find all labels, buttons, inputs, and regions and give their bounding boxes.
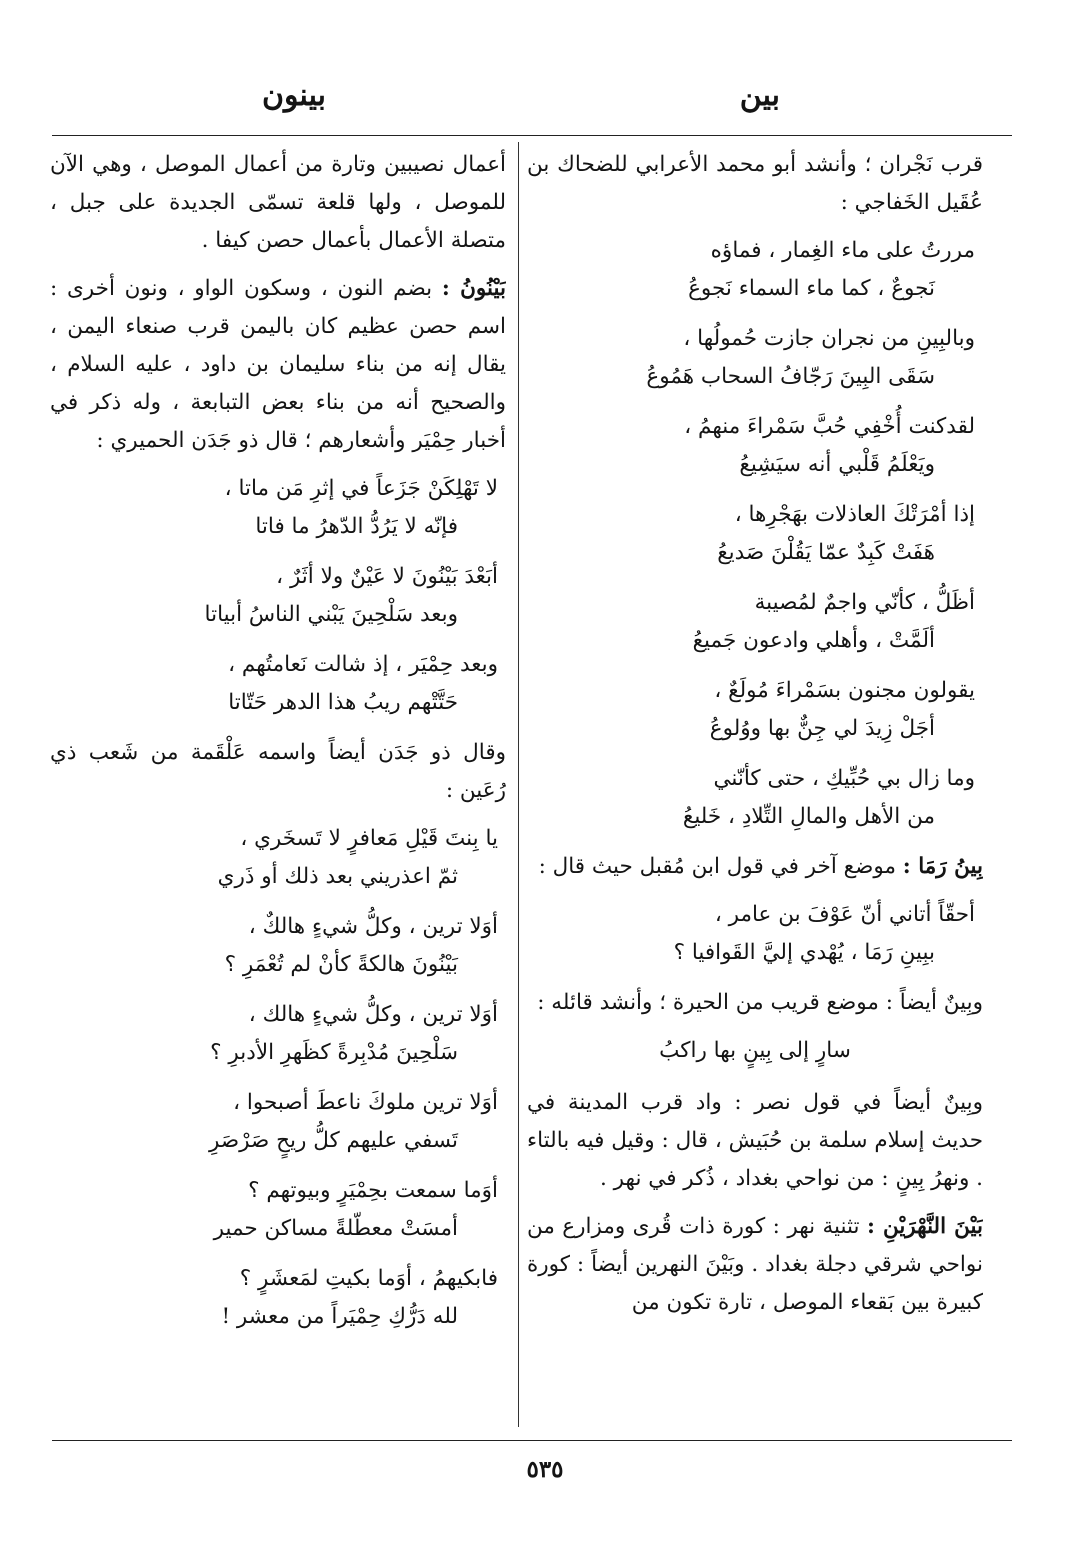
verse-second-hemistich: ببِينِ رَمَا ، يُهْدي إليَّ القَوافيا ؟ bbox=[673, 940, 935, 965]
verse-second-hemistich: أجَلْ زِيدَ لي جِنٌّ بها ووُلوعُ bbox=[709, 716, 935, 741]
entry-headword: بِينُ رَمَا : bbox=[902, 854, 983, 879]
paragraph bbox=[527, 848, 983, 886]
poem-verse bbox=[50, 908, 506, 984]
header-right-title: بين bbox=[739, 78, 780, 113]
poem-verse bbox=[527, 320, 983, 396]
poem-verse bbox=[527, 408, 983, 484]
poem-verse bbox=[527, 896, 983, 972]
verse-second-hemistich: هَفَتْ كَبِدٌ عمّا يَقُلْنَ صَديعُ bbox=[717, 540, 935, 565]
verse-first-hemistich: يا بِنتَ قَيْلِ مَعافرٍ لا تَسخَري ، bbox=[240, 826, 498, 851]
verse-second-hemistich: أمسَتْ معطّلةً مساكن حمير bbox=[213, 1216, 458, 1241]
poem-verse bbox=[527, 584, 983, 660]
verse-first-hemistich: وما زال بي حُبِّيكِ ، حتى كأنّني bbox=[713, 766, 975, 791]
column-divider bbox=[518, 142, 519, 1427]
paragraph-text: تثنية نهر : كورة ذات قُرى ومزارع من نواحي شرقي دجلة بغداد . وبَيْنَ النهرين أيضاً : كورة كبيرة بين بَقعاء الموصل ، تارة تكون من bbox=[527, 1214, 983, 1315]
verse-second-hemistich: فإنّه لا يَرُدُّ الدّهرُ ما فاتا bbox=[255, 514, 458, 539]
verse-first-hemistich: أظَلُّ ، كأنّي واجمٌ لمُصيبة bbox=[754, 590, 975, 615]
verse-first-hemistich: أبَعْدَ بَيْنُونَ لا عَيْنٌ ولا أثَرٌ ، bbox=[276, 564, 498, 589]
paragraph bbox=[527, 984, 983, 1022]
verse-second-hemistich: بَيْنُونَ هالكةً كأنْ لم تُعْمَرِ ؟ bbox=[224, 952, 458, 977]
paragraph-text: قرب نَجْران ؛ وأنشد أبو محمد الأعرابي للضحاك بن عُقَيل الخَفاجي : bbox=[527, 152, 983, 215]
entry-headword: بَيْنَ النَّهْرَيْنِ : bbox=[866, 1214, 983, 1239]
verse-first-hemistich: لا تَهْلِكَنْ جَزَعاً في إثرِ مَن ماتا ، bbox=[224, 476, 498, 501]
verse-second-hemistich: ويَعْلَمُ قَلْبي أنه سيَشِيعُ bbox=[739, 452, 935, 477]
verse-first-hemistich: أوَلا ترين ، وكلُّ شيءٍ هالكٌ ، bbox=[248, 914, 498, 939]
verse-second-hemistich: نَجوعٌ ، كما ماء السماء نَجوعُ bbox=[688, 276, 935, 301]
header-left-title: بينون bbox=[262, 78, 326, 113]
poem-verse bbox=[527, 496, 983, 572]
left-column bbox=[50, 146, 506, 1431]
paragraph bbox=[50, 146, 506, 260]
verse-first-hemistich: وبالبِينِ من نجران جازت حُمولُها ، bbox=[683, 326, 975, 351]
poem-verse bbox=[527, 232, 983, 308]
poem-verse bbox=[527, 760, 983, 836]
page-number: ٥٣٥ bbox=[526, 1456, 564, 1483]
poem-verse bbox=[50, 1260, 506, 1336]
verse-second-hemistich: ثمّ اعذريني بعد ذلك أو ذَري bbox=[217, 864, 458, 889]
verse-first-hemistich: إذا أمْرَتْكَ العاذلات بهَجْرِها ، bbox=[734, 502, 975, 527]
paragraph bbox=[50, 734, 506, 810]
poem-verse bbox=[527, 672, 983, 748]
verse-second-hemistich: من الأهل والمالِ التِّلادِ ، خَليعُ bbox=[682, 804, 935, 829]
poem-verse bbox=[50, 1172, 506, 1248]
verse-first-hemistich: أحقّاً أتاني أنّ عَوْفَ بن عامر ، bbox=[714, 902, 975, 927]
bottom-rule bbox=[52, 1440, 1012, 1441]
right-column bbox=[527, 146, 983, 1431]
paragraph bbox=[527, 1084, 983, 1198]
verse-second-hemistich: ألَمَّتْ ، وأهلي وادعون جَميعُ bbox=[692, 628, 935, 653]
paragraph-text: وبِينٌ أيضاً : موضع قريب من الحيرة ؛ وأنشد قائله : bbox=[537, 990, 983, 1015]
verse-first-hemistich: مررتُ على ماء الغِمار ، فماؤه bbox=[710, 238, 975, 263]
paragraph-text: وبِينٌ أيضاً في قول نصر : واد قرب المدينة في حديث إسلام سلمة بن حُبَيش ، قال : وقيل فيه بالتاء . ونهرُ بِينٍ : من نواحي بغداد ، ذُكر في نهر . bbox=[527, 1090, 983, 1191]
paragraph bbox=[527, 1208, 983, 1322]
verse-first-hemistich: أوَلا ترين ، وكلُّ شيءٍ هالك ، bbox=[248, 1002, 498, 1027]
verse-first-hemistich: أوَلا ترين ملوكَ ناعطَ أصبحوا ، bbox=[233, 1090, 498, 1115]
verse-second-hemistich: لله دَرُّكِ حِمْيَراً من معشر ! bbox=[221, 1304, 458, 1329]
poem-verse bbox=[50, 470, 506, 546]
page-header bbox=[52, 78, 1012, 118]
verse-first-hemistich: لقدكنت أُخْفِي حُبَّ سَمْراءَ منهمُ ، bbox=[684, 414, 975, 439]
paragraph-text: أعمال نصيبين وتارة من أعمال الموصل ، وهي الآن للموصل ، ولها قلعة تسمّى الجديدة على جبل ، متصلة الأعمال بأعمال حصن كيفا . bbox=[50, 152, 506, 253]
verse-first-hemistich: فابكيهمُ ، أوَما بكيتِ لمَعشَرٍ ؟ bbox=[239, 1266, 498, 1291]
verse-first-hemistich: وبعد حِمْيَر ، إذ شالت نَعامتُهم ، bbox=[228, 652, 498, 677]
paragraph-text: موضع آخر في قول ابن مُقبل حيث قال : bbox=[538, 854, 903, 879]
verse-first-hemistich: أوَما سمعت بحِمْيَرٍ وبيوتهم ؟ bbox=[248, 1178, 498, 1203]
single-verse: سارٍ إلى بِينٍ بها راكبُ bbox=[659, 1038, 851, 1063]
verse-second-hemistich: وبعد سَلْحِينَ يَبْني الناسُ أبياتا bbox=[204, 602, 458, 627]
poem-verse bbox=[50, 646, 506, 722]
poem-verse bbox=[50, 1084, 506, 1160]
poem-verse bbox=[50, 558, 506, 634]
verse-second-hemistich: سَلْحِينَ مُدْبِرةً كظَهرِ الأدبرِ ؟ bbox=[210, 1040, 458, 1065]
verse-second-hemistich: سَقَى البِينَ رَجّافُ السحاب هَمُوعُ bbox=[646, 364, 935, 389]
verse-first-hemistich: يقولون مجنون بسَمْراءَ مُولَعٌ ، bbox=[714, 678, 975, 703]
poem-verse bbox=[50, 996, 506, 1072]
verse-second-hemistich: حَتَّتْهم ريبُ هذا الدهر حَتّاتا bbox=[228, 690, 458, 715]
verse-second-hemistich: تَسفي عليهم كلُّ ريحٍ صَرْصَرِ bbox=[209, 1128, 458, 1153]
paragraph-text: وقال ذو جَدَن أيضاً واسمه عَلْقَمة من شَعب ذي رُعَين : bbox=[50, 740, 506, 803]
poem-verse bbox=[50, 820, 506, 896]
paragraph-text: بضم النون ، وسكون الواو ، ونون أخرى : اسم حصن عظيم كان باليمن قرب صنعاء اليمن ، يقال إنه من بناء سليمان بن داود ، عليه السلام ، والصحيح أنه من بناء بعض التبابعة ، وله ذكر في أخبار حِمْيَر وأشعارهم ؛ قال ذو جَدَن الحميري : bbox=[50, 276, 506, 453]
top-rule bbox=[52, 135, 1012, 136]
paragraph bbox=[50, 270, 506, 460]
paragraph bbox=[527, 146, 983, 222]
entry-headword: بَيْنُونُ : bbox=[441, 276, 506, 301]
